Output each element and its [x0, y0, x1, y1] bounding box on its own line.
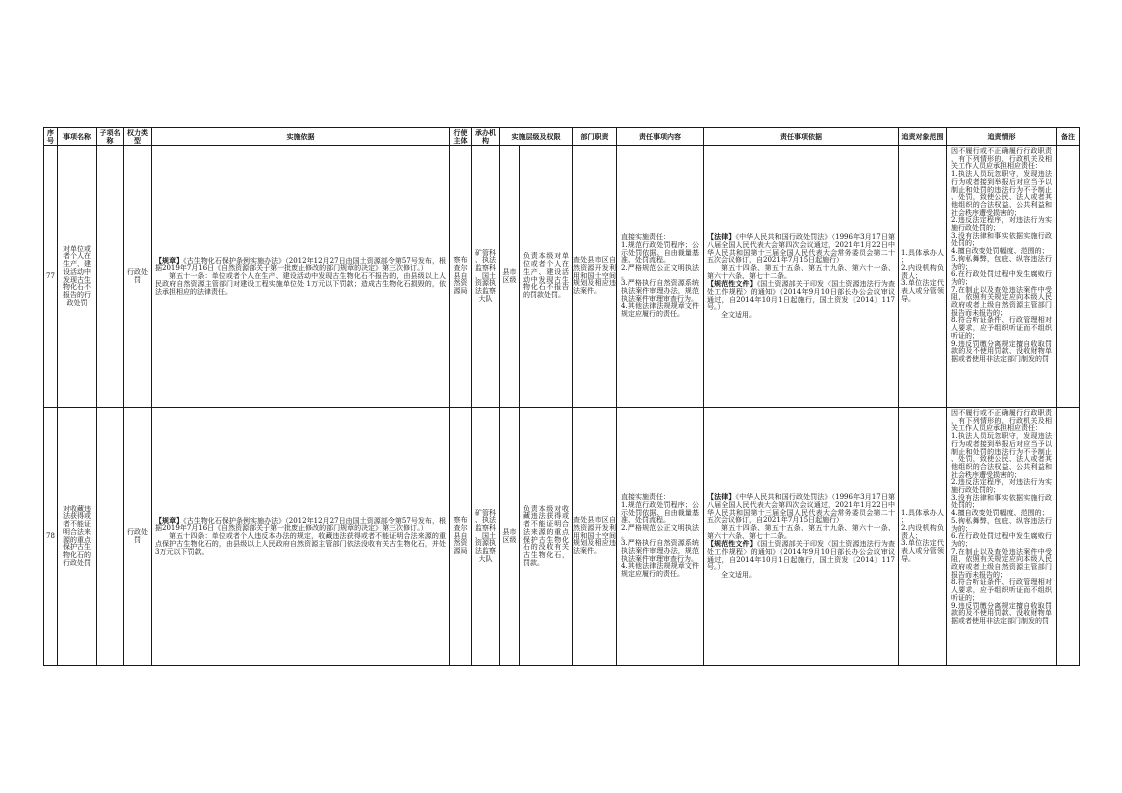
- resp-basis-doc: [707, 540, 895, 572]
- doc-tag: 【规范性文件】: [707, 279, 757, 289]
- circumstance-line: 2.违反法定程序，对违法行为实施行政处罚的；: [951, 216, 1052, 233]
- accountable-line: 3.单位法定代表人或分管领导。: [901, 539, 944, 563]
- law-text: 《中华人民共和国行政处罚法》（1996年3月17日第八届全国人民代表大会第四次会议通过，2021年1月22日中华人民共和国第十三届全国人民代表大会常务委员会第二十五次会议修订，自2021年7月15日起施行）: [707, 233, 895, 265]
- resp-content-line: 3.严格执行自然资源系统执法案件审理办法，规范执法案件审理审查行为。: [621, 279, 699, 303]
- subject-text: 察布查尔县自然资源局: [453, 256, 468, 296]
- basis-source: [155, 257, 446, 273]
- cell-accountable: [899, 408, 946, 665]
- cell-basis: [152, 146, 449, 407]
- header-undertaker-text: 承办机构: [475, 128, 496, 145]
- basis-tag: 【规章】: [155, 255, 184, 265]
- cell-resp-content: [617, 146, 703, 407]
- header-item-name-text: 事项名称: [63, 131, 91, 141]
- cell-sub-item: [97, 146, 123, 407]
- accountable-line: 1.具体承办人；: [901, 248, 944, 265]
- resp-basis-law: [707, 493, 895, 525]
- doc-text: 《国土资源部关于印发〈国土资源违法行为查处工作规程〉的通知》（2014年9月10日部长办公会议审议通过，自2014年10月1日起施行，国土资发〔2014〕117号。）: [707, 280, 896, 312]
- law-articles: 第五十四条、第五十五条、第五十九条、第六十一条、第六十六条、第七十二条。: [707, 523, 895, 540]
- basis-content: [155, 257, 446, 297]
- accountable-list: [901, 250, 944, 304]
- law-tag: 【法律】: [707, 232, 736, 242]
- resp-content-line: 直接实施责任：: [621, 233, 670, 242]
- header-circumstances: [947, 128, 1056, 145]
- cell-duty: [573, 408, 616, 665]
- resp-basis-content: [707, 233, 895, 320]
- circumstance-line: 3.没有法律和事实依据实施行政处罚的；: [951, 493, 1052, 510]
- cell-circumstances: [947, 408, 1056, 665]
- duty-text: 查处县市区自然资源开发利用和国土空间规划及相应违法案件。: [573, 256, 616, 296]
- cell-subject: [450, 408, 471, 665]
- accountable-line: 1.具体承办人；: [901, 508, 944, 525]
- doc-scope: 全文适用。: [721, 311, 756, 320]
- header-accountable: [899, 128, 946, 145]
- header-power-type-text: 权力类型: [127, 128, 148, 145]
- resp-basis-doc: [707, 280, 895, 312]
- power-type-text: 行政处罚: [127, 267, 148, 284]
- circumstance-line: 2.违反法定程序，对违法行为实施行政处罚的；: [951, 478, 1052, 495]
- header-resp-basis: [704, 128, 898, 145]
- cell-remarks: [1057, 146, 1079, 407]
- subject-text: 察布查尔县自然资源局: [453, 516, 468, 556]
- header-basis-text: 实施依据: [286, 131, 315, 141]
- cell-resp-basis: [704, 408, 898, 665]
- accountable-line: 2.内设机构负责人；: [901, 523, 944, 540]
- resp-content-line: 直接实施责任：: [621, 493, 670, 502]
- law-tag: 【法律】: [707, 492, 736, 502]
- cell-subject: [450, 146, 471, 407]
- circumstance-line: 7.在制止以及查处违法案件中受阻，依照有关规定应向本级人民政府或者上级自然资源主管部门报告而未报告的；: [951, 285, 1052, 317]
- circumstance-line: 4.擅自改变处罚幅度、范围的；: [951, 509, 1049, 518]
- cell-power-type: [124, 146, 151, 407]
- circumstance-line: 因不履行或不正确履行行政职责，有下列情形的，行政机关及相关工作人员应承担相应责任：: [951, 409, 1052, 433]
- item-name-text: 对单位或者个人在生产、建设活动中发现古生物化石不报告的行政处罚: [63, 244, 91, 307]
- resp-content-list: [621, 494, 699, 579]
- authority-text: 负责本级对单位或者个人在生产、建设活动中发现古生物化石不报告的罚款处罚。: [523, 252, 569, 299]
- cell-remarks: [1057, 408, 1079, 665]
- circumstance-line: 6.在行政处罚过程中发生腐败行为的；: [951, 270, 1052, 286]
- basis-content: [155, 517, 446, 557]
- header-circumstances-text: 追责情形: [987, 131, 1016, 141]
- cell-basis: [152, 408, 449, 665]
- header-accountable-text: 追责对象范围: [901, 131, 944, 141]
- resp-basis-law: [707, 233, 895, 265]
- doc-scope: 全文适用。: [721, 571, 756, 580]
- resp-content-line: 2.严格规范公正文明执法。: [621, 263, 699, 280]
- header-seq-text: 序号: [47, 128, 54, 145]
- header-duty-text: 部门职责: [580, 131, 609, 141]
- circumstance-line: 3.没有法律和事实依据实施行政处罚的；: [951, 231, 1052, 248]
- resp-basis-content: [707, 493, 895, 580]
- level-text: 县市区级: [502, 267, 517, 284]
- cell-resp-content: [617, 408, 703, 665]
- header-item-name: [58, 128, 96, 145]
- resp-content-line: 3.严格执行自然资源系统执法案件审理办法，规范执法案件审理审查行为。: [621, 539, 699, 563]
- circumstance-line: 6.在行政处罚过程中发生腐败行为的；: [951, 532, 1052, 548]
- cell-seq: [44, 146, 57, 407]
- header-resp-content: [617, 128, 703, 145]
- resp-content-line: 4.其他法律法规规章文件规定应履行的责任。: [621, 302, 699, 319]
- circumstance-line: 9.违反罚缴分离规定擅自收取罚款的及不使用罚款、没收财物单据或者使用非法定部门制发的罚: [951, 339, 1052, 363]
- item-name-text: 对收藏违法获得或者不能证明合法来源的重点保护古生物化石的行政处罚: [63, 504, 91, 567]
- resp-content-line: 1.规范行政处罚程序；公示处罚依据、自由裁量基准、处罚流程。: [621, 500, 699, 525]
- seq-text: 78: [46, 531, 55, 540]
- header-resp-basis-text: 责任事项依据: [780, 131, 822, 141]
- circumstance-line: 5.徇私舞弊，包庇、纵容违法行为的；: [951, 254, 1052, 271]
- doc-text: 《国土资源部关于印发〈国土资源违法行为查处工作规程〉的通知》（2014年9月10日部长办公会议审议通过，自2014年10月1日起施行，国土资发〔2014〕117号。）: [707, 540, 896, 572]
- basis-article: 第五十一条：单位或者个人在生产、建设活动中发现古生物化石不报告的，由县级以上人民政府自然资源主管部门对建设工程实施单位处 1万元以下罚款；造成古生物化石损毁的，依法承担相应的法律责任。: [155, 272, 446, 296]
- cell-duty: [573, 146, 616, 407]
- law-articles: 第五十四条、第五十五条、第五十九条、第六十一条、第六十六条、第七十二条。: [707, 263, 895, 280]
- cell-resp-basis: [704, 146, 898, 407]
- law-text: 《中华人民共和国行政处罚法》（1996年3月17日第八届全国人民代表大会第四次会议通过，2021年1月22日中华人民共和国第十三届全国人民代表大会常务委员会第二十五次会议修订，自2021年7月15日起施行）: [707, 493, 895, 525]
- header-remarks: [1057, 128, 1079, 145]
- header-seq: [44, 128, 57, 145]
- circumstances-list: [951, 148, 1052, 364]
- header-resp-content-text: 责任事项内容: [639, 131, 681, 141]
- circumstance-line: 7.在制止以及查处违法案件中受阻，依照有关规定应向本级人民政府或者上级自然资源主管部门报告而未报告的；: [951, 547, 1052, 579]
- responsibility-table: [43, 127, 1080, 666]
- authority-text: 负责本级对收藏违法获得或者不能证明合法来源的重点保护古生物化石的没收有关古生物化石，罚款。: [523, 504, 569, 567]
- cell-authority: [520, 408, 572, 665]
- circumstance-line: 1.执法人员玩忽职守，发现违法行为或者接到举报后对应当予以制止和处罚的违法行为不予制止、处罚，致使公民、法人或者其他组织的合法权益、公共利益和社会秩序遭受损害的；: [951, 170, 1052, 217]
- doc-tag: 【规范性文件】: [707, 539, 757, 549]
- circumstance-line: 4.擅自改变处罚幅度、范围的；: [951, 247, 1049, 256]
- header-basis: [152, 128, 449, 145]
- circumstance-line: 8.符合听证条件、行政管理相对人要求，应予组织听证而不组织听证的；: [951, 578, 1052, 602]
- circumstance-line: 9.违反罚缴分离规定擅自收取罚款的及不使用罚款、没收财物单据或者使用非法定部门制发的罚: [951, 601, 1052, 625]
- cell-item-name: [58, 408, 96, 665]
- level-text: 县市区级: [502, 527, 517, 544]
- header-sub-item-text: 子项名称: [99, 128, 121, 145]
- cell-circumstances: [947, 146, 1056, 407]
- header-level-text: 实施层级及权限: [511, 131, 561, 141]
- header-level: [500, 128, 572, 145]
- basis-source: [155, 517, 446, 533]
- cell-undertaker: [472, 146, 499, 407]
- cell-item-name: [58, 146, 96, 407]
- circumstance-line: 8.符合听证条件、行政管理相对人要求，应予组织听证而不组织听证的；: [951, 316, 1052, 340]
- undertaker-text: 矿管科、执法监察科、国土资源执法监察大队: [475, 508, 496, 563]
- resp-content-line: 4.其他法律法规规章文件规定应履行的责任。: [621, 562, 699, 579]
- header-sub-item: [97, 128, 123, 145]
- header-subject-text: 行使主体: [453, 128, 468, 145]
- cell-undertaker: [472, 408, 499, 665]
- cell-authority: [520, 146, 572, 407]
- header-undertaker: [472, 128, 499, 145]
- circumstance-line: 5.徇私舞弊，包庇、纵容违法行为的；: [951, 516, 1052, 533]
- header-duty: [573, 128, 616, 145]
- header-power-type: [124, 128, 151, 145]
- undertaker-text: 矿管科、执法监察科、国土资源执法监察大队: [475, 248, 496, 303]
- header-subject: [450, 128, 471, 145]
- seq-text: 77: [46, 271, 55, 280]
- cell-power-type: [124, 408, 151, 665]
- cell-sub-item: [97, 408, 123, 665]
- cell-seq: [44, 408, 57, 665]
- circumstance-line: 因不履行或不正确履行行政职责，有下列情形的，行政机关及相关工作人员应承担相应责任：: [951, 147, 1052, 171]
- accountable-line: 2.内设机构负责人；: [901, 263, 944, 280]
- accountable-line: 3.单位法定代表人或分管领导。: [901, 279, 944, 303]
- resp-content-line: 1.规范行政处罚程序；公示处罚依据、自由裁量基准、处罚流程。: [621, 240, 699, 265]
- cell-accountable: [899, 146, 946, 407]
- basis-article: 第五十四条：单位或者个人违反本办法的规定，收藏违法获得或者不能证明合法来源的重点保护古生物化石的，由县级以上人民政府自然资源主管部门依法没收有关古生物化石，并处3万元以下罚款。: [155, 532, 446, 556]
- basis-tag: 【规章】: [155, 515, 184, 525]
- resp-content-line: 2.严格规范公正文明执法。: [621, 523, 699, 540]
- resp-content-list: [621, 234, 699, 319]
- basis-source-text: 《古生物化石保护条例实施办法》（2012年12月27日由国土资源部令第57号发布，根据2019年7月16日《自然资源部关于第一批废止修改的部门规章的决定》第三次修订。）: [155, 516, 446, 533]
- circumstances-list: [951, 410, 1052, 626]
- header-remarks-text: 备注: [1061, 131, 1075, 141]
- cell-level: [500, 408, 519, 665]
- power-type-text: 行政处罚: [127, 527, 148, 544]
- circumstance-line: 1.执法人员玩忽职守，发现违法行为或者接到举报后对应当予以制止和处罚的违法行为不予制止、处罚，致使公民、法人或者其他组织的合法权益、公共利益和社会秩序遭受损害的；: [951, 432, 1052, 479]
- accountable-list: [901, 510, 944, 564]
- cell-level: [500, 146, 519, 407]
- basis-source-text: 《古生物化石保护条例实施办法》（2012年12月27日由国土资源部令第57号发布，根据2019年7月16日《自然资源部关于第一批废止修改的部门规章的决定》第三次修订。）: [155, 256, 446, 273]
- duty-text: 查处县市区自然资源开发利用和国土空间规划及相应违法案件。: [573, 516, 616, 556]
